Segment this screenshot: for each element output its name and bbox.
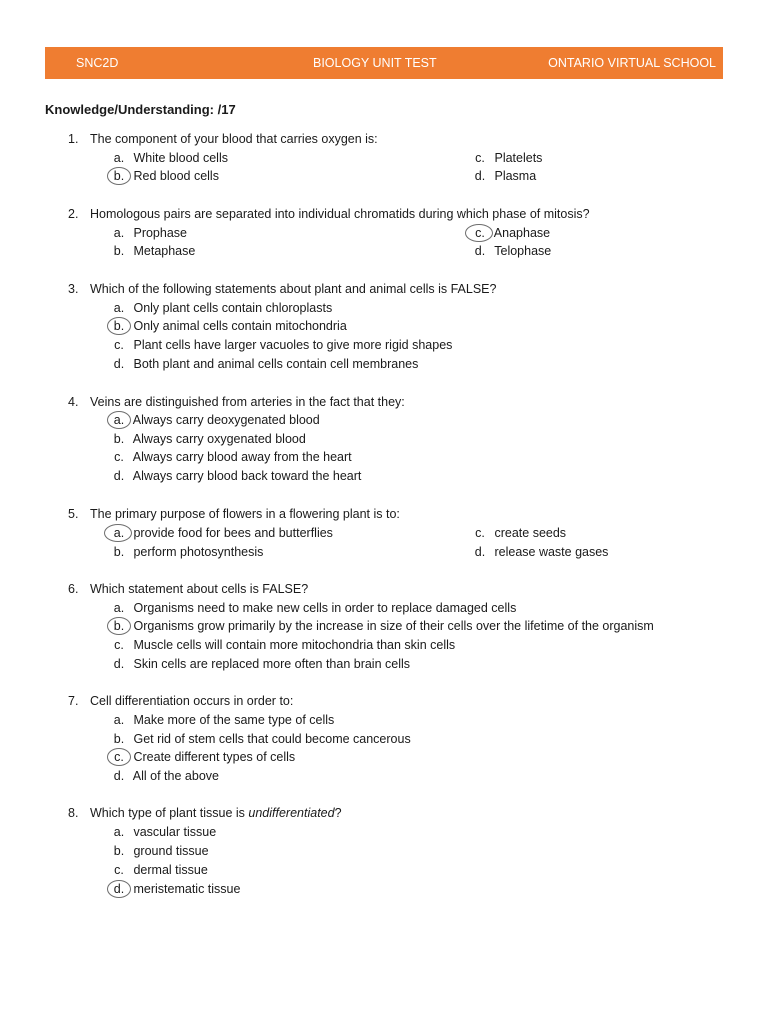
option-text: Make more of the same type of cells [133,713,335,727]
option-letter: a. [113,601,125,615]
option-text: Platelets [494,151,543,165]
header-bar [45,47,723,79]
option-letter: a. [113,713,125,727]
option-text: meristematic tissue [133,882,241,896]
option-text: Only animal cells contain mitochondria [133,319,347,333]
question-stem [68,694,293,708]
question-stem [68,582,308,596]
option-c[interactable] [469,151,542,169]
option-c[interactable] [108,450,352,468]
option-text: Plasma [494,169,537,183]
option-letter: c. [114,863,124,877]
option-letter: d. [113,469,125,483]
option-letter-circled: c. [108,750,130,764]
question-number: 4. [68,395,79,409]
question-number: 1. [68,132,79,146]
option-letter: a. [113,825,125,839]
option-text: Always carry blood back toward the heart [132,469,362,483]
option-letter-circled: a. [108,413,130,427]
option-text: create seeds [494,526,567,540]
option-letter: d. [474,244,486,258]
question-text: Homologous pairs are separated into individual chromatids during which phase of mitosis? [90,207,590,221]
option-text: Red blood cells [133,169,219,183]
option-letter: a. [113,226,125,240]
option-letter: c. [475,151,485,165]
option-letter: d. [113,769,125,783]
question-text: Which statement about cells is FALSE? [90,582,309,596]
question-number: 8. [68,806,79,820]
option-d[interactable] [108,469,361,487]
option-d[interactable] [108,657,410,675]
option-letter: b. [113,432,125,446]
question-number: 5. [68,507,79,521]
option-letter: b. [113,545,125,559]
option-d[interactable] [469,244,551,262]
option-b[interactable] [108,169,219,187]
option-letter: a. [113,151,125,165]
option-text: perform photosynthesis [133,545,264,559]
question-stem [68,207,590,221]
option-letter-circled: a. [108,526,130,540]
option-b[interactable] [108,844,209,862]
option-text: Organisms need to make new cells in order to replace damaged cells [133,601,517,615]
question-text: Veins are distinguished from arteries in the fact that they: [90,395,405,409]
option-text: Always carry oxygenated blood [132,432,306,446]
question-emphasis: undifferentiated [248,806,335,820]
option-letter-circled: c. [469,226,491,240]
question-stem [68,132,378,146]
question-stem [68,395,405,409]
option-text: White blood cells [133,151,228,165]
option-c[interactable] [108,338,452,356]
question-text-end: ? [334,806,342,820]
option-text: Only plant cells contain chloroplasts [133,301,333,315]
option-letter: d. [113,357,125,371]
option-a[interactable] [108,151,228,169]
option-text: dermal tissue [133,863,208,877]
option-d[interactable] [469,169,536,187]
option-a[interactable] [108,825,216,843]
option-a[interactable] [108,413,320,431]
option-text: Skin cells are replaced more often than brain cells [133,657,411,671]
section-title: Knowledge/Understanding: /17 [45,102,236,117]
option-letter: a. [113,301,125,315]
question-number: 6. [68,582,79,596]
option-letter-circled: b. [108,169,130,183]
option-letter: c. [475,526,485,540]
option-c[interactable] [469,526,566,544]
option-a[interactable] [108,226,187,244]
question-stem [68,282,496,296]
option-letter: d. [113,657,125,671]
option-letter-circled: d. [108,882,130,896]
option-text: Always carry deoxygenated blood [132,413,320,427]
option-c[interactable] [469,226,550,244]
option-text: Prophase [133,226,187,240]
option-text: Always carry blood away from the heart [132,450,352,464]
option-letter: c. [114,638,124,652]
question-stem [68,806,342,820]
course-code: SNC2D [76,56,119,70]
option-b[interactable] [108,319,347,337]
option-text: ground tissue [133,844,209,858]
question-text: The component of your blood that carries oxygen is: [90,132,378,146]
option-letter: d. [474,169,486,183]
option-letter-circled: b. [108,319,130,333]
option-text: Create different types of cells [133,750,296,764]
option-d[interactable] [108,357,418,375]
option-letter: c. [114,450,124,464]
option-b[interactable] [108,619,654,637]
option-text: Metaphase [133,244,196,258]
option-letter: b. [113,844,125,858]
question-text: Cell differentiation occurs in order to: [90,694,294,708]
option-d[interactable] [469,545,608,563]
option-a[interactable] [108,526,333,544]
question-text: The primary purpose of flowers in a flowering plant is to: [90,507,400,521]
question-number: 7. [68,694,79,708]
option-c[interactable] [108,638,455,656]
option-text: All of the above [132,769,219,783]
option-b[interactable] [108,545,263,563]
option-a[interactable] [108,601,516,619]
option-text: Plant cells have larger vacuoles to give more rigid shapes [133,338,453,352]
test-title: BIOLOGY UNIT TEST [313,56,437,70]
option-c[interactable] [108,863,208,881]
question-text: Which of the following statements about plant and animal cells is FALSE? [90,282,497,296]
option-text: Both plant and animal cells contain cell membranes [133,357,419,371]
question-text: Which type of plant tissue is [90,806,249,820]
option-text: release waste gases [494,545,609,559]
option-letter: c. [114,338,124,352]
option-a[interactable] [108,713,334,731]
option-d[interactable] [108,769,219,787]
option-letter: b. [113,244,125,258]
option-letter-circled: b. [108,619,130,633]
option-b[interactable] [108,732,411,750]
option-letter: b. [113,732,125,746]
option-c[interactable] [108,750,295,768]
option-text: Organisms grow primarily by the increase in size of their cells over the lifetime of the organism [133,619,654,633]
option-text: Muscle cells will contain more mitochondria than skin cells [133,638,456,652]
option-a[interactable] [108,301,332,319]
school-name: ONTARIO VIRTUAL SCHOOL [548,56,716,70]
option-text: vascular tissue [133,825,217,839]
question-number: 3. [68,282,79,296]
option-letter: d. [474,545,486,559]
option-d[interactable] [108,882,240,900]
option-text: provide food for bees and butterflies [133,526,333,540]
question-number: 2. [68,207,79,221]
option-b[interactable] [108,244,195,262]
option-text: Telophase [494,244,552,258]
option-b[interactable] [108,432,306,450]
option-text: Get rid of stem cells that could become cancerous [133,732,411,746]
question-stem [68,507,400,521]
option-text: Anaphase [493,226,551,240]
